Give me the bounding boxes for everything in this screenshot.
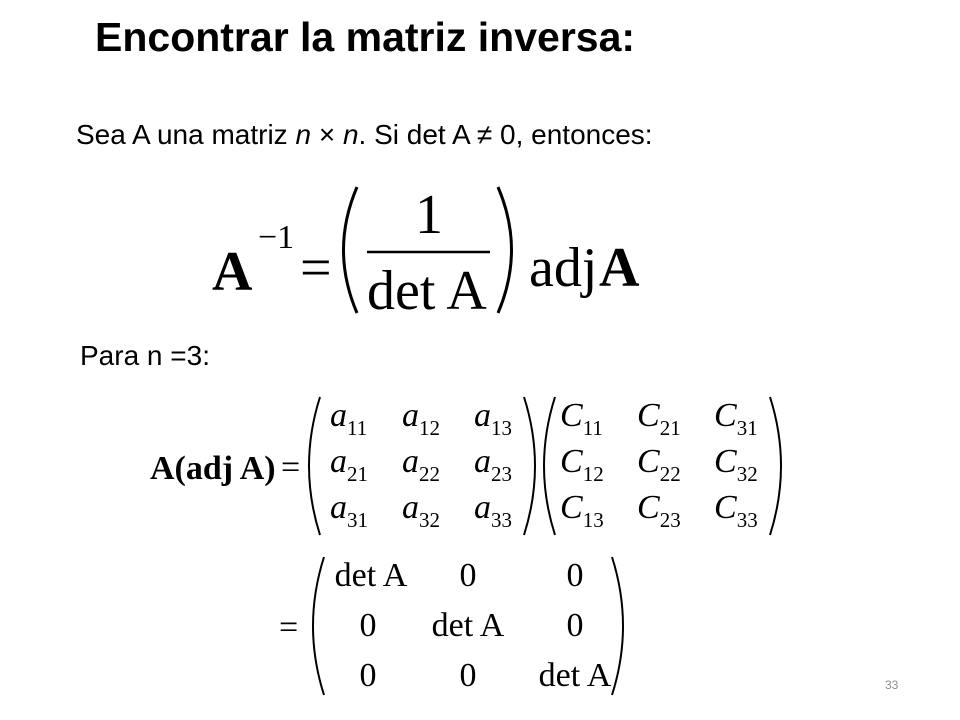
statement-suffix: 0, entonces: — [492, 119, 653, 150]
inverse-numerator: 1 — [415, 184, 443, 246]
left-matrix-entry: $a_{11}$ — [330, 397, 368, 440]
inverse-left-paren — [344, 187, 358, 313]
result-matrix-entry: 0 — [359, 607, 377, 644]
page-number: 33 — [885, 678, 899, 692]
product-equals-sign: = — [281, 449, 301, 486]
left-matrix-entry: $a_{23}$ — [474, 443, 512, 486]
adj-symbol: A — [599, 237, 640, 299]
statement-prefix: Sea A una matriz — [76, 119, 296, 150]
product-formula — [150, 397, 781, 535]
inverse-right-paren — [498, 187, 512, 313]
cofactor-entry: $C_{22}$ — [637, 443, 681, 486]
cofactor-entry: $C_{11}$ — [560, 397, 603, 440]
result-formula — [279, 557, 623, 695]
right-matrix-right-paren — [770, 397, 781, 535]
result-matrix-entry: 0 — [459, 657, 477, 694]
product-lhs: A(adj A) — [150, 450, 276, 487]
result-matrix-entry: det A — [334, 557, 408, 594]
result-matrix-entry: 0 — [459, 557, 477, 594]
cofactor-entry: $C_{13}$ — [560, 489, 604, 532]
left-matrix-entry: $a_{21}$ — [330, 443, 368, 486]
inverse-lhs-symbol: A — [212, 241, 253, 303]
result-matrix-entry: 0 — [566, 607, 584, 644]
inverse-formula — [212, 184, 640, 322]
cofactor-entry: $C_{33}$ — [714, 489, 758, 532]
cofactor-entry: $C_{32}$ — [714, 443, 758, 486]
not-equal-symbol: ≠ — [476, 119, 493, 150]
result-matrix-left-paren — [313, 557, 324, 695]
cofactor-matrix — [560, 397, 758, 532]
result-matrix-entry: det A — [431, 607, 505, 644]
left-matrix — [330, 397, 512, 532]
adj-operator: adj — [529, 237, 598, 299]
inverse-denominator: det A — [367, 260, 487, 322]
inverse-equals-sign: = — [300, 237, 332, 299]
cofactor-entry: $C_{31}$ — [714, 397, 758, 440]
result-matrix-entry: det A — [538, 657, 612, 694]
left-matrix-entry: $a_{13}$ — [474, 397, 512, 440]
times-symbol: × — [311, 119, 343, 150]
dimension-n-rows: n — [295, 119, 312, 150]
cofactor-entry: $C_{21}$ — [637, 397, 681, 440]
result-matrix-right-paren — [612, 557, 623, 695]
left-matrix-entry: $a_{31}$ — [330, 489, 368, 532]
result-matrix-entry: 0 — [359, 657, 377, 694]
left-matrix-left-paren — [309, 397, 320, 535]
left-matrix-right-paren — [524, 397, 535, 535]
inverse-exponent: −1 — [258, 219, 295, 256]
left-matrix-entry: $a_{22}$ — [402, 443, 440, 486]
cofactor-entry: $C_{23}$ — [637, 489, 681, 532]
statement-middle: . Si det A — [358, 119, 477, 150]
slide-title: Encontrar la matriz inversa: — [95, 14, 636, 60]
result-matrix-entry: 0 — [566, 557, 584, 594]
dimension-n-cols: n — [342, 119, 359, 150]
right-matrix-left-paren — [544, 397, 555, 535]
left-matrix-entry: $a_{12}$ — [402, 397, 440, 440]
result-equals-sign: = — [279, 609, 299, 646]
left-matrix-entry: $a_{33}$ — [474, 489, 512, 532]
left-matrix-entry: $a_{32}$ — [402, 489, 440, 532]
case-label: Para n =3: — [80, 340, 210, 371]
cofactor-entry: $C_{12}$ — [560, 443, 604, 486]
